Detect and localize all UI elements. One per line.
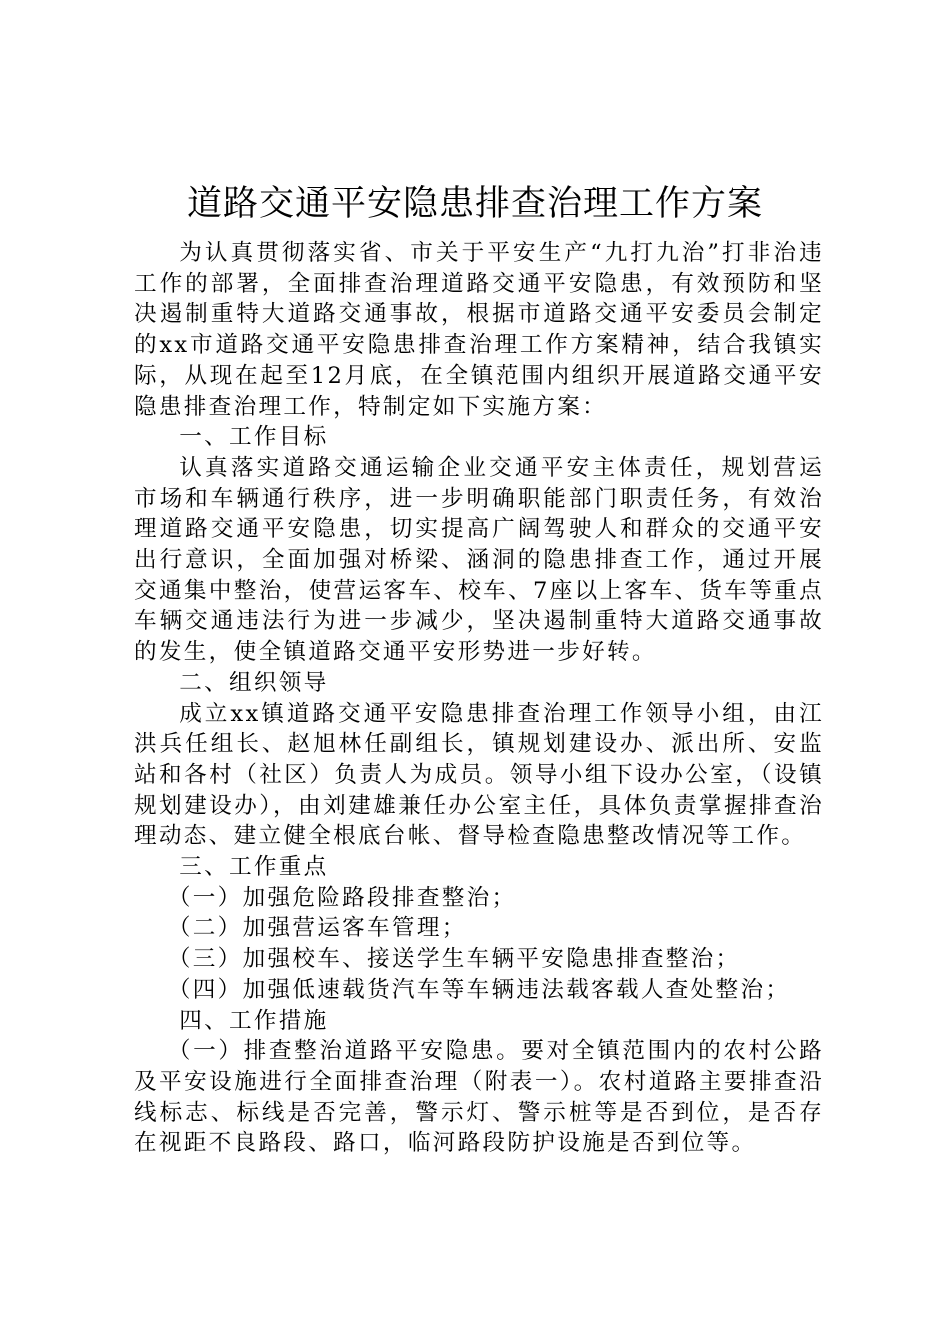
measures-paragraph-1: （一）排查整治道路平安隐患。要对全镇范围内的农村公路及平安设施进行全面排查治理（附表一）。农村道路主要排查沿线标志、标线是否完善，警示灯、警示桩等是否到位，是否存在视距不良路段、路口，临河路段防护设施是否到位等。 bbox=[134, 1038, 824, 1157]
section-heading-focus: 三、工作重点 bbox=[179, 854, 329, 881]
goals-paragraph: 认真落实道路交通运输企业交通平安主体责任，规划营运市场和车辆通行秩序，进一步明确职能部门职责任务，有效治理道路交通平安隐患，切实提高广阔驾驶人和群众的交通平安出行意识，全面加强对桥梁、涵洞的隐患排查工作，通过开展交通集中整治，使营运客车、校车、7座以上客车、货车等重点车辆交通违法行为进一步减少，坚决遏制重特大道路交通事故的发生，使全镇道路交通平安形势进一步好转。 bbox=[134, 454, 824, 666]
intro-paragraph: 为认真贯彻落实省、市关于平安生产“九打九治”打非治违工作的部署，全面排查治理道路交通平安隐患，有效预防和坚决遏制重特大道路交通事故，根据市道路交通平安委员会制定的xx市道路交通平安隐患排查治理工作方案精神，结合我镇实际，从现在起至12月底，在全镇范围内组织开展道路交通平安隐患排查治理工作，特制定如下实施方案： bbox=[134, 240, 824, 420]
focus-item-1: （一）加强危险路段排查整治； bbox=[167, 884, 517, 911]
section-heading-organization: 二、组织领导 bbox=[179, 669, 329, 696]
section-heading-goals: 一、工作目标 bbox=[179, 424, 329, 451]
focus-item-4: （四）加强低速载货汽车等车辆违法载客载人查处整治； bbox=[167, 976, 791, 1003]
organization-paragraph: 成立xx镇道路交通平安隐患排查治理工作领导小组，由江洪兵任组长、赵旭林任副组长，镇规划建设办、派出所、安监站和各村（社区）负责人为成员。领导小组下设办公室，（设镇规划建设办），由刘建雄兼任办公室主任，具体负责掌握排查治理动态、建立健全根底台帐、督导检查隐患整改情况等工作。 bbox=[134, 700, 824, 850]
focus-item-3: （三）加强校车、接送学生车辆平安隐患排查整治； bbox=[167, 946, 741, 973]
document-title: 道路交通平安隐患排查治理工作方案 bbox=[186, 184, 763, 224]
section-heading-measures: 四、工作措施 bbox=[179, 1007, 329, 1034]
focus-item-2: （二）加强营运客车管理； bbox=[167, 915, 467, 942]
document-body bbox=[134, 238, 824, 1159]
